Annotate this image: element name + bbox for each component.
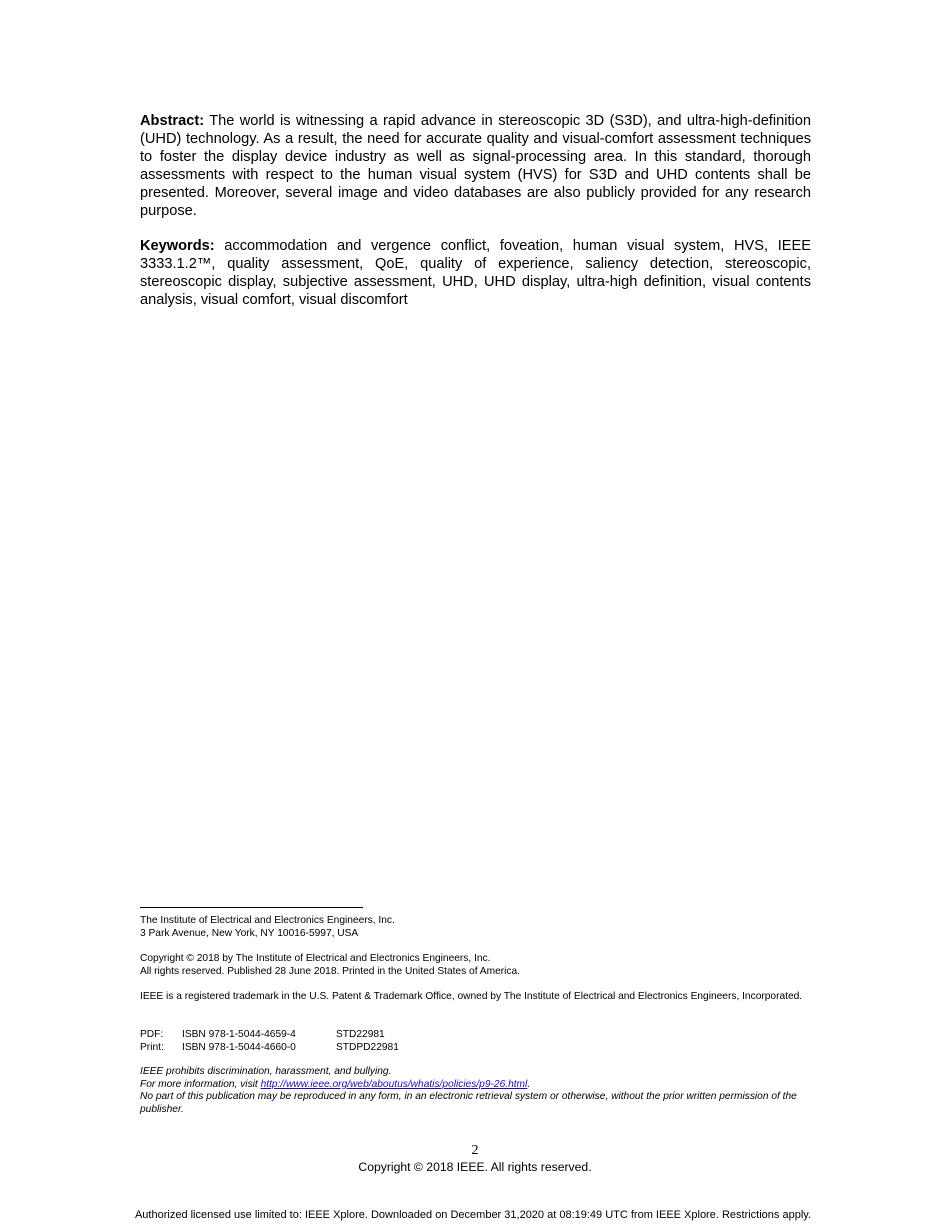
isbn-row-print — [140, 1042, 811, 1055]
isbn-std-code: STDPD22981 — [336, 1041, 399, 1053]
policy-link-prefix: For more information, visit — [140, 1078, 261, 1090]
policy-link[interactable]: http://www.ieee.org/web/aboutus/whatis/policies/p9-26.html — [260, 1078, 528, 1090]
isbn-number: ISBN 978-1-5044-4659-4 — [182, 1029, 296, 1040]
policy-link-suffix: . — [527, 1078, 531, 1090]
isbn-number: ISBN 978-1-5044-4660-0 — [182, 1041, 296, 1053]
abstract-label: Abstract: — [140, 113, 205, 129]
footnote-institute — [140, 915, 811, 940]
institute-name: The Institute of Electrical and Electronics Engineers, Inc. — [140, 915, 395, 926]
keywords-text: accommodation and vergence conflict, foveation, human visual system, HVS, IEEE 3333.1.2™, quality assessment, QoE, quality of experience, saliency detection, stereoscopic, stereoscopic display, subjective assessment, UHD, UHD display, ultra-high definition, visual contents analysis, visual comfort, visual discomfort — [140, 238, 811, 308]
footnote-isbn-list — [140, 1029, 811, 1054]
page-number: 2 — [471, 1143, 479, 1158]
footnote-policy — [140, 1066, 811, 1116]
policy-line-2 — [140, 1079, 811, 1092]
footnote-copyright — [140, 953, 811, 978]
page-footer-copyright: Copyright © 2018 IEEE. All rights reserved. — [358, 1160, 592, 1174]
license-notice: Authorized licensed use limited to: IEEE Xplore. Downloaded on December 31,2020 at 08:19:49 UTC from IEEE Xplore. Restrictions apply. — [134, 1209, 812, 1221]
trademark-text: IEEE is a registered trademark in the U.S. Patent & Trademark Office, owned by The Institute of Electrical and Electronics Engineers, Incorporated. — [140, 991, 803, 1002]
abstract-text: The world is witnessing a rapid advance in stereoscopic 3D (S3D), and ultra-high-definition (UHD) technology. As a result, the need for accurate quality and visual-comfort assessment techniques to foster the display device industry as well as signal-processing area. In this standard, thorough assessments with respect to the human visual system (HVS) for S3D and UHD contents shall be presented. Moreover, several image and video databases are also publicly provided for any research purpose. — [140, 113, 811, 219]
policy-line-1: IEEE prohibits discrimination, harassment, and bullying. — [140, 1066, 392, 1077]
isbn-format: PDF: — [140, 1029, 164, 1040]
institute-address: 3 Park Avenue, New York, NY 10016-5997, USA — [140, 927, 359, 939]
keywords-paragraph — [140, 237, 811, 309]
isbn-std-code: STD22981 — [336, 1029, 385, 1040]
footnote-trademark — [140, 991, 811, 1004]
isbn-format: Print: — [140, 1041, 164, 1053]
footnote-divider — [140, 907, 363, 908]
keywords-label: Keywords: — [140, 238, 215, 254]
copyright-line-2: All rights reserved. Published 28 June 2018. Printed in the United States of America. — [140, 965, 520, 977]
copyright-line-1: Copyright © 2018 by The Institute of Electrical and Electronics Engineers, Inc. — [140, 953, 491, 964]
policy-line-3: No part of this publication may be reproduced in any form, in an electronic retrieval system or otherwise, without the prior written permission of the publisher. — [140, 1091, 797, 1115]
abstract-paragraph — [140, 112, 811, 220]
isbn-row-pdf — [140, 1029, 811, 1042]
